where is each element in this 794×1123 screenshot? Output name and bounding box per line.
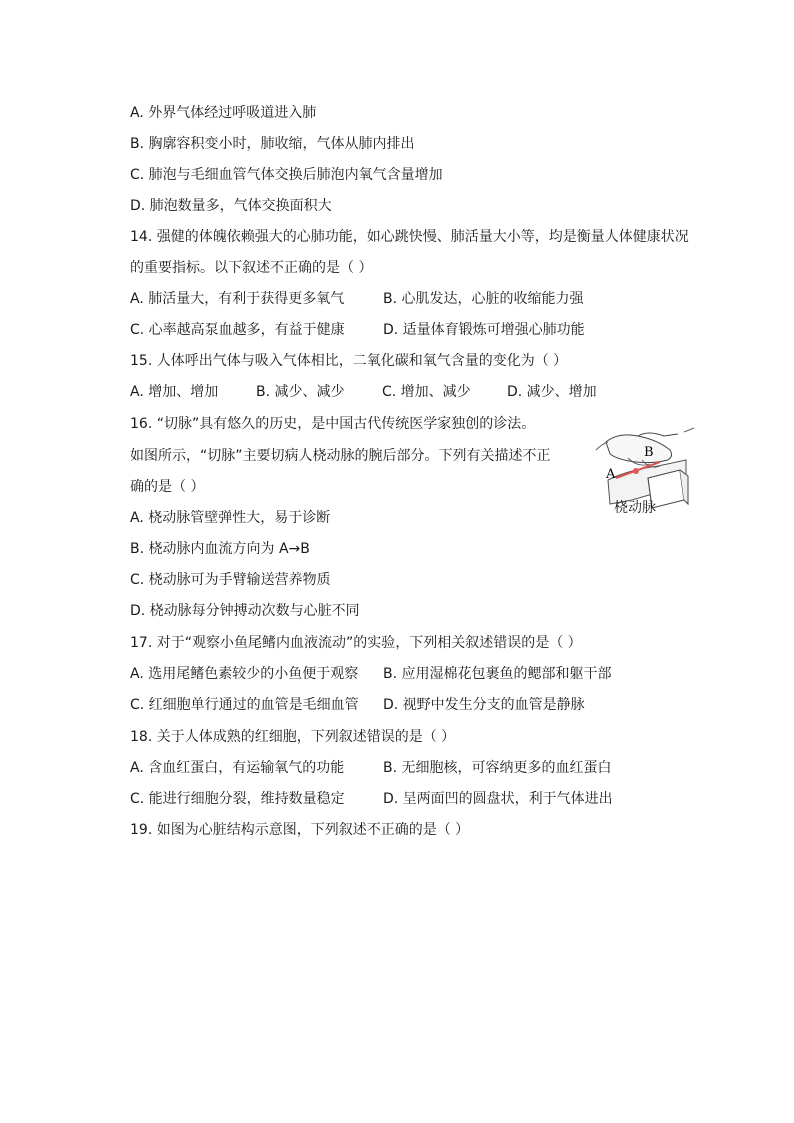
- q14-option-a: A. 肺活量大，有利于获得更多氧气: [130, 291, 345, 307]
- q16-stem-line2: 如图所示，“切脉”主要切病人桡动脉的腕后部分。下列有关描述不正: [130, 448, 551, 464]
- q14-options-row2: [130, 320, 730, 340]
- q14-option-c: C. 心率越高泵血越多，有益于健康: [130, 322, 345, 338]
- q15-options-row: [130, 382, 730, 402]
- q17-option-c: C. 红细胞单行通过的血管是毛细血管: [130, 697, 359, 713]
- q16-option-a: A. 桡动脉管壁弹性大，易于诊断: [130, 510, 331, 526]
- figure-caption: 桡动脉: [614, 500, 656, 516]
- q16-stem-line1: 16. “切脉”具有悠久的历史，是中国古代传统医学家独创的诊法。: [130, 416, 536, 432]
- q17-option-b: B. 应用湿棉花包裹鱼的鳃部和躯干部: [383, 666, 612, 682]
- q15-option-c: C. 增加、减少: [382, 384, 471, 400]
- q16-option-d: D. 桡动脉每分钟搏动次数与心脏不同: [130, 603, 360, 619]
- q15-stem: 15. 人体呼出气体与吸入气体相比，二氧化碳和氧气含量的变化为（ ）: [130, 353, 568, 369]
- q17-options-row1: [130, 664, 730, 684]
- q16-option-b: B. 桡动脉内血流方向为 A→B: [130, 541, 310, 557]
- q13-option-a: A. 外界气体经过呼吸道进入肺: [130, 105, 317, 121]
- q14-option-d: D. 适量体育锻炼可增强心肺功能: [383, 322, 585, 338]
- q18-options-row1: [130, 758, 730, 778]
- q14-stem-line1: 14. 强健的体魄依赖强大的心肺功能，如心跳快慢、肺活量大小等，均是衡量人体健康状况: [130, 229, 689, 245]
- q18-option-a: A. 含血红蛋白，有运输氧气的功能: [130, 760, 345, 776]
- q17-stem: 17. 对于“观察小鱼尾鳍内血液流动”的实验，下列相关叙述错误的是（ ）: [130, 635, 582, 651]
- q15-option-b: B. 减少、减少: [256, 384, 345, 400]
- figure-label-a: A: [606, 467, 616, 482]
- figure-label-b: B: [644, 445, 654, 460]
- q14-stem-line2: 的重要指标。以下叙述不正确的是（ ）: [130, 260, 373, 276]
- q19-stem: 19. 如图为心脏结构示意图，下列叙述不正确的是（ ）: [130, 822, 470, 838]
- q16-option-c: C. 桡动脉可为手臂输送营养物质: [130, 572, 331, 588]
- q14-options-row1: [130, 289, 730, 309]
- q14-option-b: B. 心肌发达，心脏的收缩能力强: [383, 291, 584, 307]
- q17-options-row2: [130, 695, 730, 715]
- q16-stem-line3: 确的是（ ）: [130, 479, 205, 495]
- q17-option-d: D. 视野中发生分支的血管是静脉: [383, 697, 585, 713]
- q18-option-d: D. 呈两面凹的圆盘状，利于气体进出: [383, 791, 613, 807]
- q18-options-row2: [130, 789, 730, 809]
- q15-option-d: D. 减少、增加: [507, 384, 597, 400]
- q18-option-b: B. 无细胞核，可容纳更多的血红蛋白: [383, 760, 612, 776]
- q13-option-d: D. 肺泡数量多，气体交换面积大: [130, 198, 332, 214]
- q17-option-a: A. 选用尾鳍色素较少的小鱼便于观察: [130, 666, 359, 682]
- q15-option-a: A. 增加、增加: [130, 384, 219, 400]
- q18-option-c: C. 能进行细胞分裂，维持数量稳定: [130, 791, 345, 807]
- q13-option-b: B. 胸廓容积变小时，肺收缩，气体从肺内排出: [130, 136, 415, 152]
- q13-option-c: C. 肺泡与毛细血管气体交换后肺泡内氧气含量增加: [130, 167, 443, 183]
- q18-stem: 18. 关于人体成熟的红细胞，下列叙述错误的是（ ）: [130, 729, 456, 745]
